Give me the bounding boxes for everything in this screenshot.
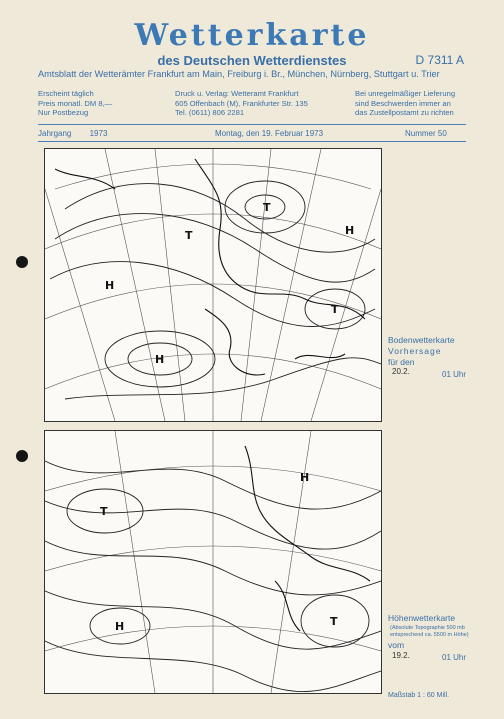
info-left-line: Erscheint täglich — [38, 89, 94, 98]
surface-map-hour: 01 Uhr — [442, 370, 467, 379]
meridian — [261, 149, 321, 421]
isobars — [50, 181, 381, 399]
pressure-centers — [105, 201, 354, 366]
map-scale: Maßstab 1 : 60 Mill. — [388, 692, 450, 699]
punch-hole-top — [16, 256, 28, 268]
upper-air-note-1: (Absolute Topographie 500 mb — [390, 625, 465, 631]
issue-date: Montag, den 19. Februar 1973 — [215, 129, 324, 138]
jahrgang-year: 1973 — [89, 129, 108, 138]
low-pressure-label: T — [100, 505, 108, 518]
upper-air-hour: 01 Uhr — [442, 653, 467, 662]
pressure-centers — [100, 471, 338, 633]
info-left — [38, 89, 112, 118]
isobar — [65, 358, 381, 399]
surface-map-title-1: Bodenwetterkarte — [388, 335, 455, 345]
info-center-line: 605 Offenbach (M), Frankfurter Str. 135 — [175, 98, 308, 108]
coastlines — [55, 159, 365, 375]
info-center-line: Tel. (0611) 806 2281 — [175, 108, 245, 118]
info-right — [355, 89, 455, 118]
low-pressure-label: T — [185, 229, 193, 242]
surface-map-title-3: für den — [388, 357, 415, 367]
info-center — [175, 89, 308, 118]
info-left-line: Nur Postbezug — [38, 108, 89, 118]
surface-map-drawing — [45, 149, 381, 421]
surface-map-title — [388, 335, 455, 368]
upper-air-vom: vom — [388, 640, 405, 650]
jahrgang — [38, 129, 107, 138]
upper-air-map-title: Höhenwetterkarte — [388, 613, 456, 623]
high-pressure-label: H — [155, 353, 165, 366]
high-pressure-label: H — [105, 279, 115, 292]
surface-map-date: 20.2. — [392, 367, 410, 376]
isobar — [55, 214, 375, 283]
low-pressure-label: T — [331, 303, 339, 316]
meridian — [241, 149, 271, 421]
graticule — [45, 431, 381, 693]
amtsblatt-line: Amtsblatt der Wetterämter Frankfurt am Main, Freiburg i. Br., München, Nürnberg, Stuttgart u. Trier — [38, 69, 440, 79]
info-right-line: sind Beschwerden immer an — [355, 98, 451, 108]
low-pressure-label: T — [330, 615, 338, 628]
meridian — [45, 189, 115, 421]
upper-air-note — [390, 625, 469, 638]
low-pressure-label: T — [263, 201, 271, 214]
upper-air-map — [44, 430, 382, 694]
newspaper-title: Wetterkarte — [134, 18, 370, 53]
graticule — [45, 149, 381, 421]
surface-map-title-2: Vorhersage — [388, 346, 442, 356]
meridian — [155, 149, 185, 421]
issue-number — [405, 129, 447, 138]
high-pressure-label: H — [300, 471, 310, 484]
number-value: 50 — [437, 129, 447, 138]
high-pressure-label: H — [345, 224, 355, 237]
upper-air-note-2: entsprechend ca. 5500 m Höhe) — [390, 631, 469, 638]
coastline — [295, 354, 345, 359]
upper-air-date: 19.2. — [392, 651, 410, 660]
jahrgang-label: Jahrgang — [38, 129, 72, 138]
punch-hole-bottom — [16, 450, 28, 462]
info-center-line: Druck u. Verlag: Wetteramt Frankfurt — [175, 89, 299, 98]
number-label: Nummer — [405, 129, 436, 138]
info-right-line: das Zustellpostamt zu richten — [355, 108, 454, 118]
publication-code: D 7311 A — [415, 53, 464, 67]
surface-forecast-map — [44, 148, 382, 422]
upper-air-map-drawing — [45, 431, 381, 693]
header-rule-bottom — [38, 141, 466, 142]
info-right-line: Bei unregelmäßiger Lieferung — [355, 89, 456, 98]
coastline — [245, 446, 370, 581]
header-rule-top — [38, 124, 466, 125]
high-pressure-label: H — [115, 620, 125, 633]
isobar — [65, 184, 375, 253]
coastline — [275, 581, 300, 631]
newspaper-subtitle: des Deutschen Wetterdienstes — [157, 53, 347, 68]
info-left-line: Preis monatl. DM 8,— — [38, 98, 113, 108]
isobar — [50, 262, 375, 327]
